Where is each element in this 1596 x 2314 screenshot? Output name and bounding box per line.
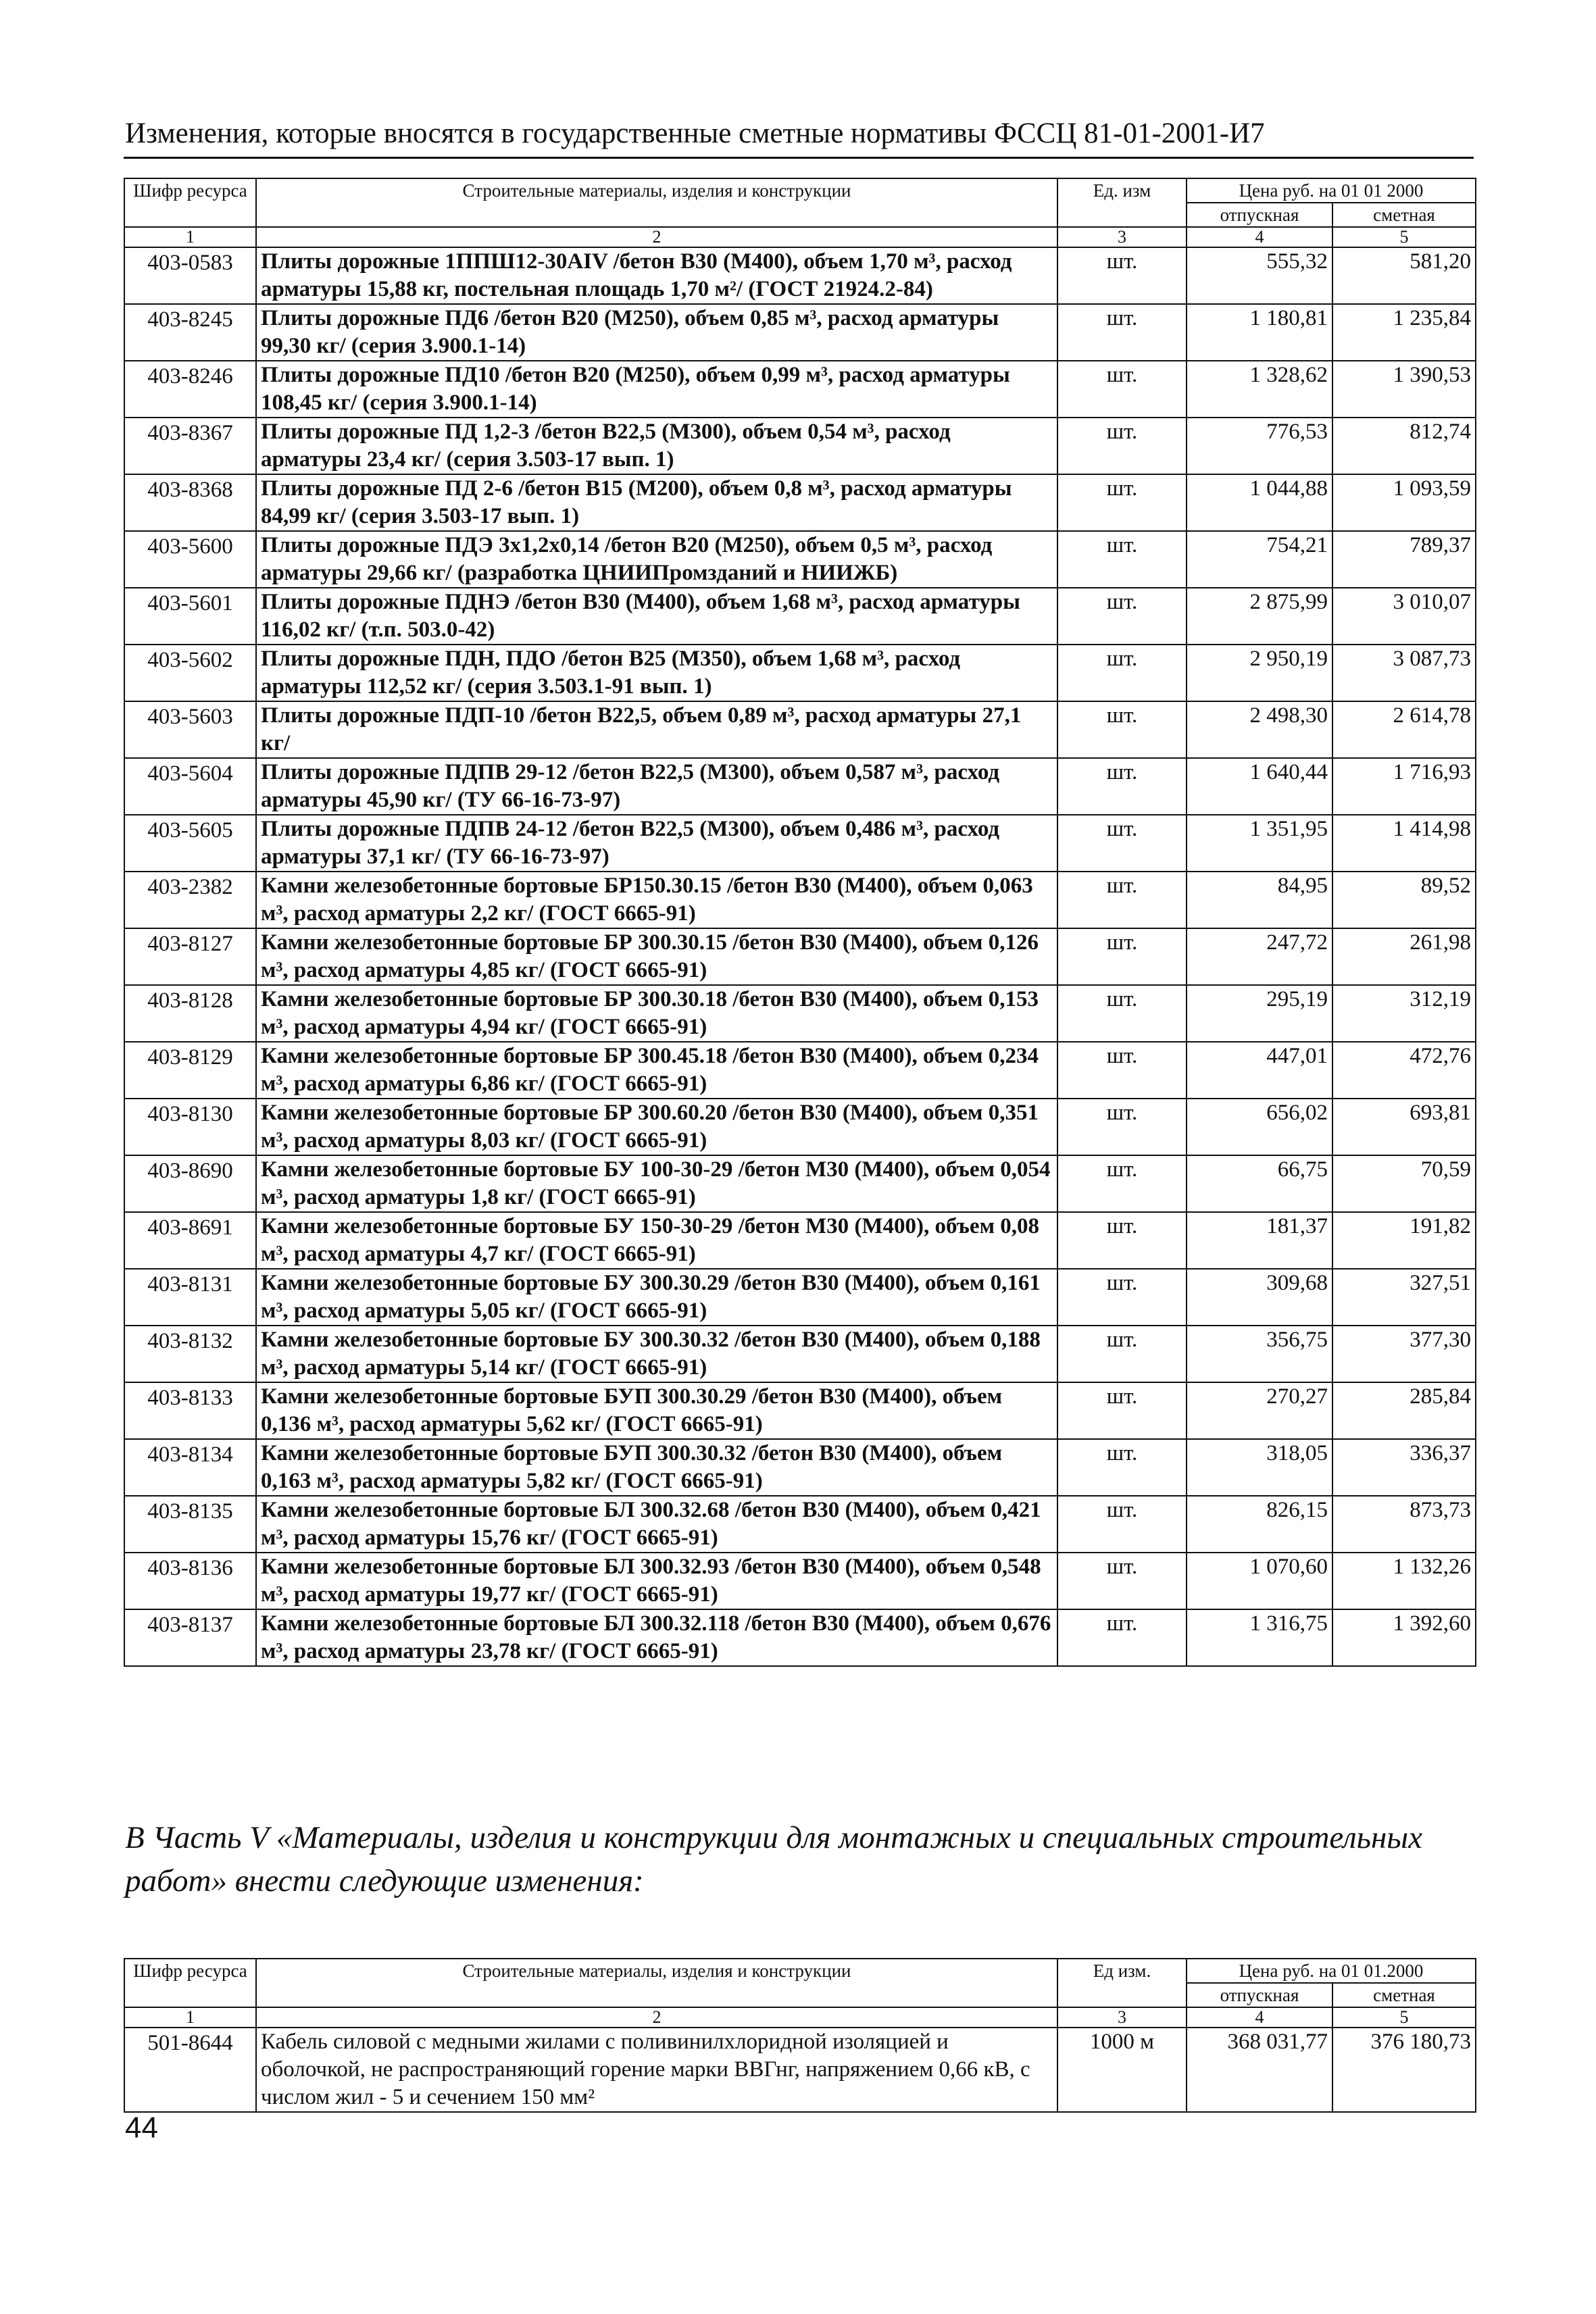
header-divider [124, 157, 1474, 159]
material-description: Кабель силовой с медными жилами с поливинилхлоридной изоляцией и оболочкой, не распространяющий горение марки ВВГнг, напряжением 0,66 кВ, с числом жил - 5 и сечением 150 мм² [256, 2028, 1057, 2112]
resource-code: 403-8134 [124, 1439, 256, 1496]
estimate-price: 377,30 [1332, 1326, 1476, 1382]
unit-of-measure: шт. [1057, 588, 1187, 645]
unit-of-measure: шт. [1057, 247, 1187, 304]
material-description: Камни железобетонные бортовые БЛ 300.32.118 /бетон В30 (М400), объем 0,676 м³, расход арматуры 23,78 кг/ (ГОСТ 6665-91) [256, 1609, 1057, 1666]
resource-code: 403-8690 [124, 1155, 256, 1212]
resource-code: 403-5605 [124, 815, 256, 872]
release-price: 2 950,19 [1187, 645, 1332, 701]
release-price: 1 316,75 [1187, 1609, 1332, 1666]
table-row [124, 1496, 1476, 1553]
release-price: 368 031,77 [1187, 2028, 1332, 2112]
table-row [124, 304, 1476, 361]
material-description: Камни железобетонные бортовые БР 300.45.18 /бетон В30 (М400), объем 0,234 м³, расход арматуры 6,86 кг/ (ГОСТ 6665-91) [256, 1042, 1057, 1099]
material-description: Плиты дорожные ПДНЭ /бетон В30 (М400), объем 1,68 м³, расход арматуры 116,02 кг/ (т.п. 503.0-42) [256, 588, 1057, 645]
release-price: 1 070,60 [1187, 1553, 1332, 1609]
table-row [124, 1099, 1476, 1155]
unit-of-measure: шт. [1057, 418, 1187, 474]
estimate-price: 2 614,78 [1332, 701, 1476, 758]
table-row [124, 247, 1476, 304]
estimate-price: 581,20 [1332, 247, 1476, 304]
table-row [124, 361, 1476, 418]
resource-code: 403-8127 [124, 928, 256, 985]
estimate-price: 3 010,07 [1332, 588, 1476, 645]
column-number: 1 [124, 2007, 256, 2028]
table-row [124, 1326, 1476, 1382]
material-description: Камни железобетонные бортовые БУ 100-30-29 /бетон М30 (М400), объем 0,054 м³, расход арматуры 1,8 кг/ (ГОСТ 6665-91) [256, 1155, 1057, 1212]
unit-of-measure: шт. [1057, 1496, 1187, 1553]
header-estimate-price: сметная [1332, 1983, 1476, 2007]
estimate-price: 693,81 [1332, 1099, 1476, 1155]
estimate-price: 1 716,93 [1332, 758, 1476, 815]
release-price: 447,01 [1187, 1042, 1332, 1099]
release-price: 2 498,30 [1187, 701, 1332, 758]
column-number: 2 [256, 227, 1057, 247]
release-price: 356,75 [1187, 1326, 1332, 1382]
estimate-price: 191,82 [1332, 1212, 1476, 1269]
material-description: Камни железобетонные бортовые БР150.30.15 /бетон В30 (М400), объем 0,063 м³, расход арматуры 2,2 кг/ (ГОСТ 6665-91) [256, 872, 1057, 928]
estimate-price: 336,37 [1332, 1439, 1476, 1496]
release-price: 555,32 [1187, 247, 1332, 304]
resource-code: 403-5601 [124, 588, 256, 645]
page-number: 44 [125, 2111, 158, 2144]
resource-code: 501-8644 [124, 2028, 256, 2112]
release-price: 1 044,88 [1187, 474, 1332, 531]
table-row [124, 645, 1476, 701]
estimate-price: 327,51 [1332, 1269, 1476, 1326]
resource-code: 403-2382 [124, 872, 256, 928]
resource-code: 403-8245 [124, 304, 256, 361]
release-price: 656,02 [1187, 1099, 1332, 1155]
release-price: 1 180,81 [1187, 304, 1332, 361]
table-row [124, 758, 1476, 815]
release-price: 754,21 [1187, 531, 1332, 588]
table1-body [124, 178, 1476, 1666]
resource-code: 403-8132 [124, 1326, 256, 1382]
resource-code: 403-8128 [124, 985, 256, 1042]
release-price: 1 351,95 [1187, 815, 1332, 872]
unit-of-measure: шт. [1057, 928, 1187, 985]
table-row [124, 1155, 1476, 1212]
unit-of-measure: шт. [1057, 872, 1187, 928]
unit-of-measure: шт. [1057, 815, 1187, 872]
price-table-cable [124, 1958, 1476, 2113]
estimate-price: 1 093,59 [1332, 474, 1476, 531]
resource-code: 403-5604 [124, 758, 256, 815]
material-description: Плиты дорожные ПД10 /бетон В20 (М250), объем 0,99 м³, расход арматуры 108,45 кг/ (серия 3.900.1-14) [256, 361, 1057, 418]
column-number: 1 [124, 227, 256, 247]
table1-header-row [124, 178, 1476, 203]
resource-code: 403-0583 [124, 247, 256, 304]
material-description: Плиты дорожные 1ППШ12-30AIV /бетон В30 (М400), объем 1,70 м³, расход арматуры 15,88 кг, постельная площадь 1,70 м²/ (ГОСТ 21924.2-84) [256, 247, 1057, 304]
release-price: 309,68 [1187, 1269, 1332, 1326]
material-description: Плиты дорожные ПД 2-6 /бетон В15 (М200), объем 0,8 м³, расход арматуры 84,99 кг/ (серия 3.503-17 вып. 1) [256, 474, 1057, 531]
release-price: 66,75 [1187, 1155, 1332, 1212]
material-description: Плиты дорожные ПДПВ 24-12 /бетон В22,5 (М300), объем 0,486 м³, расход арматуры 37,1 кг/ (ТУ 66-16-73-97) [256, 815, 1057, 872]
unit-of-measure: шт. [1057, 1553, 1187, 1609]
header-price: Цена руб. на 01 01.2000 [1187, 1959, 1476, 1983]
estimate-price: 70,59 [1332, 1155, 1476, 1212]
unit-of-measure: шт. [1057, 1439, 1187, 1496]
table-row [124, 1439, 1476, 1496]
resource-code: 403-5603 [124, 701, 256, 758]
unit-of-measure: шт. [1057, 985, 1187, 1042]
release-price: 84,95 [1187, 872, 1332, 928]
header-price: Цена руб. на 01 01 2000 [1187, 178, 1476, 203]
release-price: 247,72 [1187, 928, 1332, 985]
column-number: 4 [1187, 227, 1332, 247]
table-row [124, 985, 1476, 1042]
table-row [124, 1212, 1476, 1269]
material-description: Плиты дорожные ПДП-10 /бетон В22,5, объем 0,89 м³, расход арматуры 27,1 кг/ [256, 701, 1057, 758]
estimate-price: 873,73 [1332, 1496, 1476, 1553]
table-row [124, 1042, 1476, 1099]
header-name: Строительные материалы, изделия и конструкции [256, 1959, 1057, 2007]
header-unit: Ед. изм [1057, 178, 1187, 227]
section-note: В Часть V «Материалы, изделия и конструкции для монтажных и специальных строительных работ» внести следующие изменения: [125, 1820, 1423, 1898]
table2-body [124, 1959, 1476, 2112]
resource-code: 403-8136 [124, 1553, 256, 1609]
header-name: Строительные материалы, изделия и конструкции [256, 178, 1057, 227]
estimate-price: 812,74 [1332, 418, 1476, 474]
material-description: Плиты дорожные ПДН, ПДО /бетон В25 (М350), объем 1,68 м³, расход арматуры 112,52 кг/ (серия 3.503.1-91 вып. 1) [256, 645, 1057, 701]
header-code: Шифр ресурса [124, 178, 256, 227]
release-price: 2 875,99 [1187, 588, 1332, 645]
resource-code: 403-8135 [124, 1496, 256, 1553]
column-number: 5 [1332, 2007, 1476, 2028]
estimate-price: 285,84 [1332, 1382, 1476, 1439]
resource-code: 403-8137 [124, 1609, 256, 1666]
estimate-price: 312,19 [1332, 985, 1476, 1042]
table-row [124, 531, 1476, 588]
material-description: Камни железобетонные бортовые БЛ 300.32.93 /бетон В30 (М400), объем 0,548 м³, расход арматуры 19,77 кг/ (ГОСТ 6665-91) [256, 1553, 1057, 1609]
unit-of-measure: шт. [1057, 361, 1187, 418]
material-description: Камни железобетонные бортовые БУП 300.30.29 /бетон В30 (М400), объем 0,136 м³, расход арматуры 5,62 кг/ (ГОСТ 6665-91) [256, 1382, 1057, 1439]
table-row [124, 872, 1476, 928]
price-table-main [124, 178, 1476, 1667]
unit-of-measure: шт. [1057, 1269, 1187, 1326]
unit-of-measure: 1000 м [1057, 2028, 1187, 2112]
unit-of-measure: шт. [1057, 1382, 1187, 1439]
header-release-price: отпускная [1187, 1983, 1332, 2007]
estimate-price: 89,52 [1332, 872, 1476, 928]
resource-code: 403-8130 [124, 1099, 256, 1155]
table2-column-numbers [124, 2007, 1476, 2028]
estimate-price: 789,37 [1332, 531, 1476, 588]
estimate-price: 376 180,73 [1332, 2028, 1476, 2112]
column-number: 2 [256, 2007, 1057, 2028]
resource-code: 403-8133 [124, 1382, 256, 1439]
material-description: Камни железобетонные бортовые БР 300.30.18 /бетон В30 (М400), объем 0,153 м³, расход арматуры 4,94 кг/ (ГОСТ 6665-91) [256, 985, 1057, 1042]
resource-code: 403-8367 [124, 418, 256, 474]
material-description: Камни железобетонные бортовые БУП 300.30.32 /бетон В30 (М400), объем 0,163 м³, расход арматуры 5,82 кг/ (ГОСТ 6665-91) [256, 1439, 1057, 1496]
resource-code: 403-8691 [124, 1212, 256, 1269]
material-description: Камни железобетонные бортовые БУ 300.30.29 /бетон В30 (М400), объем 0,161 м³, расход арматуры 5,05 кг/ (ГОСТ 6665-91) [256, 1269, 1057, 1326]
unit-of-measure: шт. [1057, 758, 1187, 815]
unit-of-measure: шт. [1057, 645, 1187, 701]
unit-of-measure: шт. [1057, 474, 1187, 531]
table-row [124, 928, 1476, 985]
resource-code: 403-8246 [124, 361, 256, 418]
unit-of-measure: шт. [1057, 1326, 1187, 1382]
table-row [124, 1269, 1476, 1326]
material-description: Камни железобетонные бортовые БР 300.30.15 /бетон В30 (М400), объем 0,126 м³, расход арматуры 4,85 кг/ (ГОСТ 6665-91) [256, 928, 1057, 985]
estimate-price: 1 132,26 [1332, 1553, 1476, 1609]
unit-of-measure: шт. [1057, 304, 1187, 361]
unit-of-measure: шт. [1057, 1155, 1187, 1212]
release-price: 826,15 [1187, 1496, 1332, 1553]
table-row [124, 588, 1476, 645]
material-description: Плиты дорожные ПД6 /бетон В20 (М250), объем 0,85 м³, расход арматуры 99,30 кг/ (серия 3.900.1-14) [256, 304, 1057, 361]
resource-code: 403-8368 [124, 474, 256, 531]
table-row [124, 2028, 1476, 2112]
estimate-price: 1 392,60 [1332, 1609, 1476, 1666]
unit-of-measure: шт. [1057, 1042, 1187, 1099]
material-description: Камни железобетонные бортовые БЛ 300.32.68 /бетон В30 (М400), объем 0,421 м³, расход арматуры 15,76 кг/ (ГОСТ 6665-91) [256, 1496, 1057, 1553]
release-price: 776,53 [1187, 418, 1332, 474]
unit-of-measure: шт. [1057, 531, 1187, 588]
estimate-price: 1 414,98 [1332, 815, 1476, 872]
resource-code: 403-8131 [124, 1269, 256, 1326]
estimate-price: 1 390,53 [1332, 361, 1476, 418]
table-row [124, 418, 1476, 474]
table-row [124, 701, 1476, 758]
table-row [124, 815, 1476, 872]
material-description: Плиты дорожные ПДПВ 29-12 /бетон В22,5 (М300), объем 0,587 м³, расход арматуры 45,90 кг/ (ТУ 66-16-73-97) [256, 758, 1057, 815]
table-row [124, 474, 1476, 531]
release-price: 318,05 [1187, 1439, 1332, 1496]
release-price: 1 640,44 [1187, 758, 1332, 815]
material-description: Плиты дорожные ПДЭ 3х1,2х0,14 /бетон В20 (М250), объем 0,5 м³, расход арматуры 29,66 кг/ (разработка ЦНИИПромзданий и НИИЖБ) [256, 531, 1057, 588]
resource-code: 403-5602 [124, 645, 256, 701]
estimate-price: 261,98 [1332, 928, 1476, 985]
header-estimate-price: сметная [1332, 203, 1476, 227]
column-number: 4 [1187, 2007, 1332, 2028]
table2-header-row [124, 1959, 1476, 1983]
table-row [124, 1609, 1476, 1666]
release-price: 295,19 [1187, 985, 1332, 1042]
resource-code: 403-5600 [124, 531, 256, 588]
header-unit: Ед изм. [1057, 1959, 1187, 2007]
column-number: 3 [1057, 227, 1187, 247]
column-number: 5 [1332, 227, 1476, 247]
estimate-price: 472,76 [1332, 1042, 1476, 1099]
header-release-price: отпускная [1187, 203, 1332, 227]
unit-of-measure: шт. [1057, 701, 1187, 758]
table-row [124, 1382, 1476, 1439]
unit-of-measure: шт. [1057, 1212, 1187, 1269]
material-description: Плиты дорожные ПД 1,2-3 /бетон В22,5 (М300), объем 0,54 м³, расход арматуры 23,4 кг/ (серия 3.503-17 вып. 1) [256, 418, 1057, 474]
header-code: Шифр ресурса [124, 1959, 256, 2007]
release-price: 1 328,62 [1187, 361, 1332, 418]
document-header: Изменения, которые вносятся в государственные сметные нормативы ФССЦ 81-01-2001-И7 [125, 118, 1265, 149]
material-description: Камни железобетонные бортовые БУ 300.30.32 /бетон В30 (М400), объем 0,188 м³, расход арматуры 5,14 кг/ (ГОСТ 6665-91) [256, 1326, 1057, 1382]
table-row [124, 1553, 1476, 1609]
release-price: 181,37 [1187, 1212, 1332, 1269]
material-description: Камни железобетонные бортовые БР 300.60.20 /бетон В30 (М400), объем 0,351 м³, расход арматуры 8,03 кг/ (ГОСТ 6665-91) [256, 1099, 1057, 1155]
unit-of-measure: шт. [1057, 1099, 1187, 1155]
unit-of-measure: шт. [1057, 1609, 1187, 1666]
column-number: 3 [1057, 2007, 1187, 2028]
material-description: Камни железобетонные бортовые БУ 150-30-29 /бетон М30 (М400), объем 0,08 м³, расход арматуры 4,7 кг/ (ГОСТ 6665-91) [256, 1212, 1057, 1269]
estimate-price: 3 087,73 [1332, 645, 1476, 701]
release-price: 270,27 [1187, 1382, 1332, 1439]
table1-column-numbers [124, 227, 1476, 247]
estimate-price: 1 235,84 [1332, 304, 1476, 361]
resource-code: 403-8129 [124, 1042, 256, 1099]
